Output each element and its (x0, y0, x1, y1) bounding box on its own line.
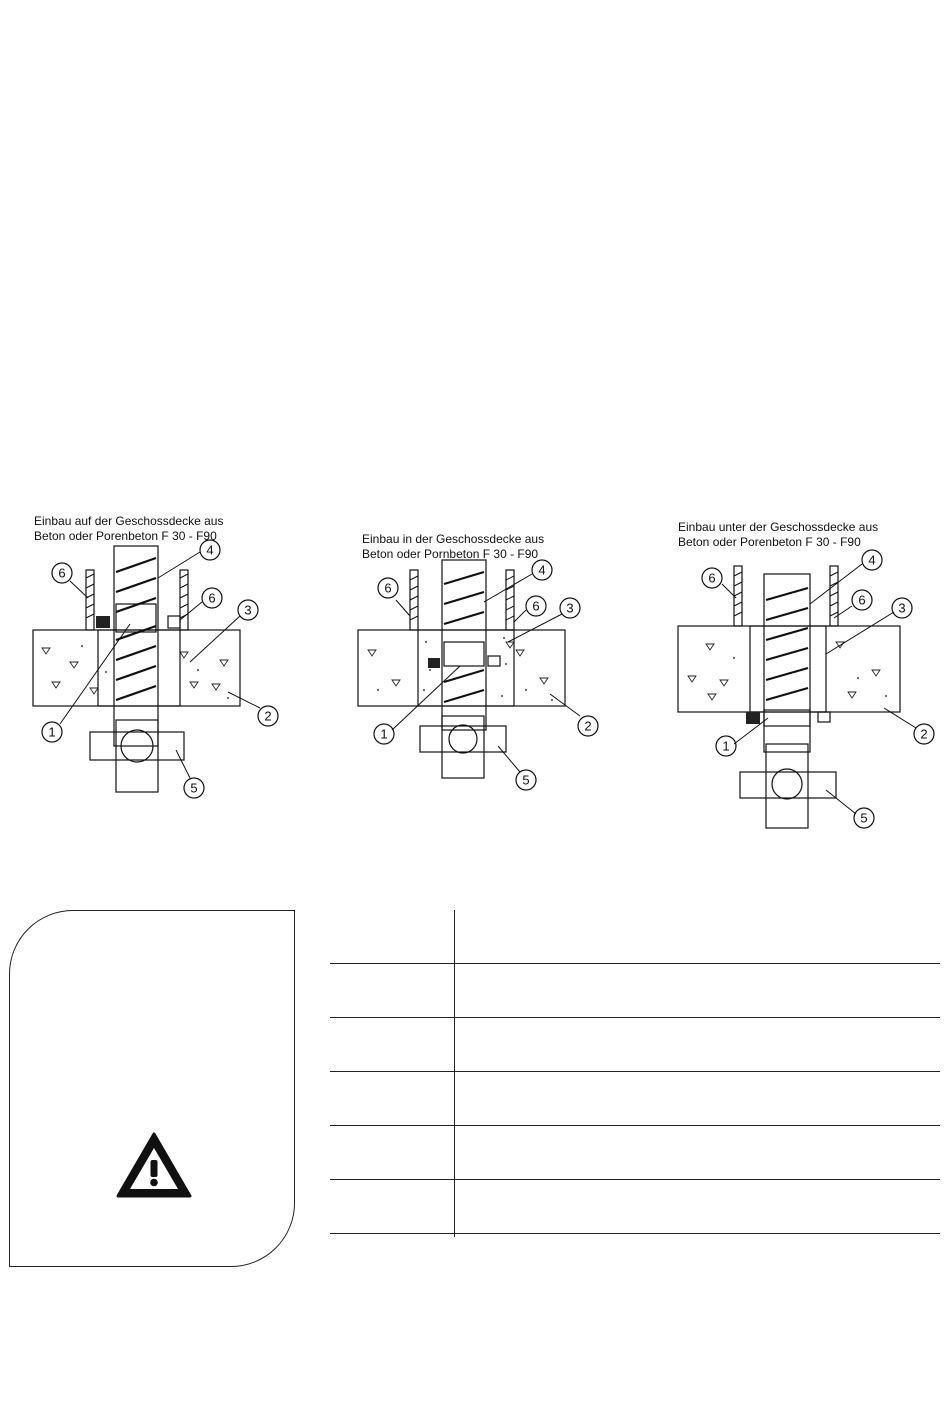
table-row (330, 910, 940, 964)
table-row (330, 1180, 940, 1234)
callout-2: 2 (920, 726, 928, 742)
callout-3: 3 (244, 602, 252, 618)
diagram-title-line-2: Beton oder Porenbeton F 30 - F90 (34, 529, 217, 543)
callout-2: 2 (264, 708, 272, 724)
callout-1: 1 (722, 738, 730, 754)
callout-3: 3 (898, 600, 906, 616)
notice-box (9, 910, 295, 1267)
diagram-title-line-1: Einbau unter der Geschossdecke aus (678, 520, 879, 534)
diagram-title-line-1: Einbau auf der Geschossdecke aus (34, 514, 224, 528)
callout-1: 1 (48, 724, 56, 740)
callout-4: 4 (206, 542, 214, 558)
table-row (330, 1126, 940, 1180)
callout-4: 4 (538, 562, 546, 578)
callout-6: 6 (384, 580, 392, 596)
diagram-title-line-2: Beton oder Pornbeton F 30 - F90 (362, 547, 539, 561)
callout-2: 2 (584, 718, 592, 734)
installation-diagram-under-slab (676, 518, 946, 830)
callout-6b: 6 (208, 590, 216, 606)
callout-3: 3 (566, 600, 574, 616)
installation-diagram-on-slab (30, 512, 290, 802)
concrete-slab (33, 630, 240, 706)
callout-5: 5 (860, 810, 868, 826)
table-row (330, 1018, 940, 1072)
callout-1: 1 (380, 726, 388, 742)
callout-5: 5 (190, 780, 198, 796)
table-row (330, 964, 940, 1018)
wall-boards (734, 566, 838, 626)
diagram-title-line-2: Beton oder Porenbeton F 30 - F90 (678, 535, 861, 549)
callout-5: 5 (522, 772, 530, 788)
installation-diagram-in-slab (356, 530, 606, 800)
table-row (330, 1072, 940, 1126)
pipe-fitting (740, 772, 836, 798)
callout-6b: 6 (858, 592, 866, 608)
warning-triangle-icon (115, 1130, 193, 1200)
diagram-title-line-1: Einbau in der Geschossdecke aus (362, 532, 545, 546)
callout-4: 4 (868, 552, 876, 568)
callout-6: 6 (58, 565, 66, 581)
info-table (330, 910, 940, 1234)
callout-6: 6 (708, 570, 716, 586)
callout-6b: 6 (532, 598, 540, 614)
